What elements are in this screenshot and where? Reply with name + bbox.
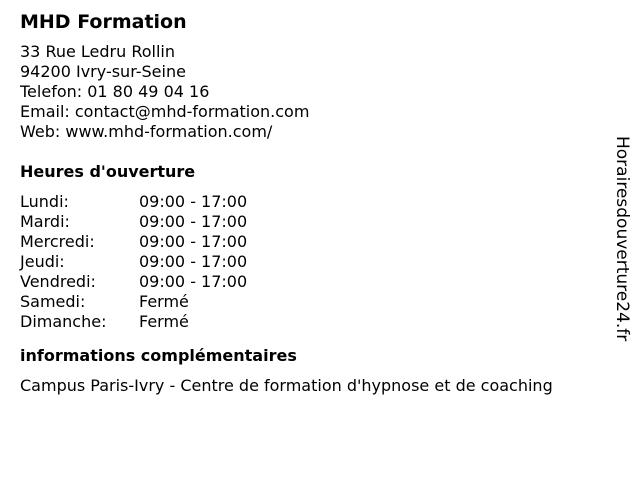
hours-row [20,312,610,332]
additional-info-heading: informations complémentaires [20,346,297,365]
hours-time: 09:00 - 17:00 [139,192,248,211]
hours-time: 09:00 - 17:00 [139,232,248,251]
email-line: Email: contact@mhd-formation.com [20,102,310,121]
hours-day: Jeudi: [20,252,65,271]
hours-day: Mardi: [20,212,70,231]
address-line-2: 94200 Ivry-sur-Seine [20,62,186,81]
hours-time: 09:00 - 17:00 [139,252,248,271]
hours-row [20,192,610,212]
additional-info-text: Campus Paris-Ivry - Centre de formation d'hypnose et de coaching [20,376,553,395]
hours-day: Dimanche: [20,312,107,331]
hours-row [20,292,610,312]
opening-hours-heading: Heures d'ouverture [20,162,196,181]
contact-block [20,42,610,142]
hours-day: Lundi: [20,192,69,211]
hours-time: Fermé [139,312,189,331]
hours-day: Samedi: [20,292,86,311]
address-line-1: 33 Rue Ledru Rollin [20,42,176,61]
hours-time: 09:00 - 17:00 [139,212,248,231]
hours-row [20,212,610,232]
web-line: Web: www.mhd-formation.com/ [20,122,273,141]
hours-row [20,232,610,252]
hours-time: 09:00 - 17:00 [139,272,248,291]
opening-hours-list [20,192,610,332]
phone-line: Telefon: 01 80 49 04 16 [20,82,210,101]
hours-row [20,252,610,272]
hours-day: Vendredi: [20,272,96,291]
business-name: MHD Formation [20,11,187,33]
hours-day: Mercredi: [20,232,95,251]
business-card [20,10,610,396]
site-watermark: Horairesdouverture24.fr [612,136,632,342]
hours-time: Fermé [139,292,189,311]
hours-row [20,272,610,292]
